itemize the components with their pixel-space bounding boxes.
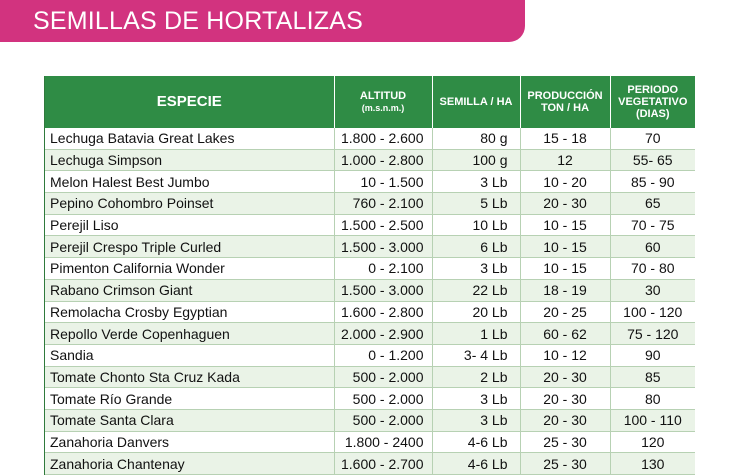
table-row — [45, 258, 695, 280]
cell-altitud: 1.500 - 3.000 — [334, 236, 432, 258]
cell-periodo: 70 - 75 — [610, 214, 695, 236]
header-row — [45, 76, 695, 128]
cell-periodo: 30 — [610, 279, 695, 301]
cell-semilla: 20 Lb — [432, 301, 520, 323]
cell-especie: Zanahoria Chantenay — [45, 453, 334, 475]
header-especie: ESPECIE — [45, 76, 334, 128]
cell-altitud: 10 - 1.500 — [334, 171, 432, 193]
cell-periodo: 80 — [610, 388, 695, 410]
title-banner — [0, 0, 525, 42]
cell-semilla: 3 Lb — [432, 171, 520, 193]
cell-semilla: 10 Lb — [432, 214, 520, 236]
table-header — [45, 76, 695, 128]
cell-altitud: 2.000 - 2.900 — [334, 323, 432, 345]
cell-altitud: 500 - 2.000 — [334, 388, 432, 410]
cell-altitud: 1.800 - 2.600 — [334, 128, 432, 149]
cell-produccion: 25 - 30 — [520, 431, 610, 453]
cell-semilla: 3 Lb — [432, 409, 520, 431]
header-altitud-label: ALTITUD — [359, 90, 407, 102]
cell-semilla: 3- 4 Lb — [432, 344, 520, 366]
table-row — [45, 388, 695, 410]
cell-especie: Perejil Crespo Triple Curled — [45, 236, 334, 258]
cell-altitud: 500 - 2.000 — [334, 409, 432, 431]
cell-produccion: 12 — [520, 149, 610, 171]
header-periodo — [610, 76, 695, 128]
header-produccion-label: PRODUCCIÓN — [527, 90, 603, 102]
cell-especie: Tomate Chonto Sta Cruz Kada — [45, 366, 334, 388]
cell-especie: Perejil Liso — [45, 214, 334, 236]
header-altitud — [334, 76, 432, 128]
table-row — [45, 279, 695, 301]
cell-especie: Melon Halest Best Jumbo — [45, 171, 334, 193]
cell-produccion: 10 - 15 — [520, 236, 610, 258]
table-row — [45, 453, 695, 475]
table-row — [45, 323, 695, 345]
cell-produccion: 20 - 30 — [520, 193, 610, 215]
cell-semilla: 4-6 Lb — [432, 453, 520, 475]
table-body — [45, 128, 695, 475]
seed-table — [45, 76, 695, 475]
table-row — [45, 214, 695, 236]
cell-produccion: 60 - 62 — [520, 323, 610, 345]
cell-produccion: 20 - 30 — [520, 388, 610, 410]
header-periodo-label-1: PERIODO — [627, 84, 679, 96]
cell-altitud: 0 - 1.200 — [334, 344, 432, 366]
header-produccion — [520, 76, 610, 128]
cell-periodo: 85 — [610, 366, 695, 388]
cell-periodo: 65 — [610, 193, 695, 215]
cell-semilla: 2 Lb — [432, 366, 520, 388]
cell-periodo: 120 — [610, 431, 695, 453]
table-row — [45, 236, 695, 258]
cell-produccion: 10 - 20 — [520, 171, 610, 193]
cell-produccion: 20 - 25 — [520, 301, 610, 323]
cell-semilla: 4-6 Lb — [432, 431, 520, 453]
cell-altitud: 1.500 - 2.500 — [334, 214, 432, 236]
cell-altitud: 1.000 - 2.800 — [334, 149, 432, 171]
cell-altitud: 500 - 2.000 — [334, 366, 432, 388]
header-periodo-unit: (DIAS) — [635, 108, 670, 120]
cell-altitud: 1.500 - 3.000 — [334, 279, 432, 301]
header-semilla: SEMILLA / HA — [432, 76, 520, 128]
cell-semilla: 3 Lb — [432, 388, 520, 410]
cell-periodo: 55- 65 — [610, 149, 695, 171]
cell-semilla: 5 Lb — [432, 193, 520, 215]
table-row — [45, 149, 695, 171]
cell-especie: Pimenton California Wonder — [45, 258, 334, 280]
cell-produccion: 18 - 19 — [520, 279, 610, 301]
table-row — [45, 128, 695, 149]
cell-especie: Lechuga Batavia Great Lakes — [45, 128, 334, 149]
seed-table-container — [44, 76, 695, 475]
cell-especie: Sandia — [45, 344, 334, 366]
table-row — [45, 301, 695, 323]
cell-semilla: 3 Lb — [432, 258, 520, 280]
cell-semilla: 22 Lb — [432, 279, 520, 301]
cell-semilla: 80 g — [432, 128, 520, 149]
cell-altitud: 0 - 2.100 — [334, 258, 432, 280]
cell-especie: Tomate Río Grande — [45, 388, 334, 410]
cell-periodo: 130 — [610, 453, 695, 475]
cell-semilla: 6 Lb — [432, 236, 520, 258]
cell-semilla: 100 g — [432, 149, 520, 171]
cell-produccion: 25 - 30 — [520, 453, 610, 475]
cell-produccion: 10 - 15 — [520, 214, 610, 236]
cell-especie: Remolacha Crosby Egyptian — [45, 301, 334, 323]
cell-periodo: 100 - 110 — [610, 409, 695, 431]
cell-semilla: 1 Lb — [432, 323, 520, 345]
cell-periodo: 90 — [610, 344, 695, 366]
table-row — [45, 171, 695, 193]
cell-especie: Pepino Cohombro Poinset — [45, 193, 334, 215]
cell-produccion: 15 - 18 — [520, 128, 610, 149]
cell-produccion: 10 - 15 — [520, 258, 610, 280]
cell-periodo: 70 - 80 — [610, 258, 695, 280]
cell-altitud: 760 - 2.100 — [334, 193, 432, 215]
page-title: SEMILLAS DE HORTALIZAS — [33, 7, 363, 35]
header-produccion-unit: TON / HA — [540, 102, 590, 114]
cell-produccion: 10 - 12 — [520, 344, 610, 366]
cell-periodo: 60 — [610, 236, 695, 258]
cell-periodo: 85 - 90 — [610, 171, 695, 193]
table-row — [45, 431, 695, 453]
cell-especie: Zanahoria Danvers — [45, 431, 334, 453]
cell-periodo: 75 - 120 — [610, 323, 695, 345]
header-periodo-label-2: VEGETATIVO — [618, 96, 688, 108]
cell-especie: Repollo Verde Copenhaguen — [45, 323, 334, 345]
cell-altitud: 1.600 - 2.800 — [334, 301, 432, 323]
cell-altitud: 1.600 - 2.700 — [334, 453, 432, 475]
cell-periodo: 100 - 120 — [610, 301, 695, 323]
table-row — [45, 409, 695, 431]
table-row — [45, 366, 695, 388]
cell-especie: Lechuga Simpson — [45, 149, 334, 171]
table-row — [45, 344, 695, 366]
cell-produccion: 20 - 30 — [520, 366, 610, 388]
cell-periodo: 70 — [610, 128, 695, 149]
cell-altitud: 1.800 - 2400 — [334, 431, 432, 453]
cell-especie: Tomate Santa Clara — [45, 409, 334, 431]
header-altitud-unit: (m.s.n.m.) — [361, 103, 405, 113]
table-row — [45, 193, 695, 215]
cell-produccion: 20 - 30 — [520, 409, 610, 431]
cell-especie: Rabano Crimson Giant — [45, 279, 334, 301]
